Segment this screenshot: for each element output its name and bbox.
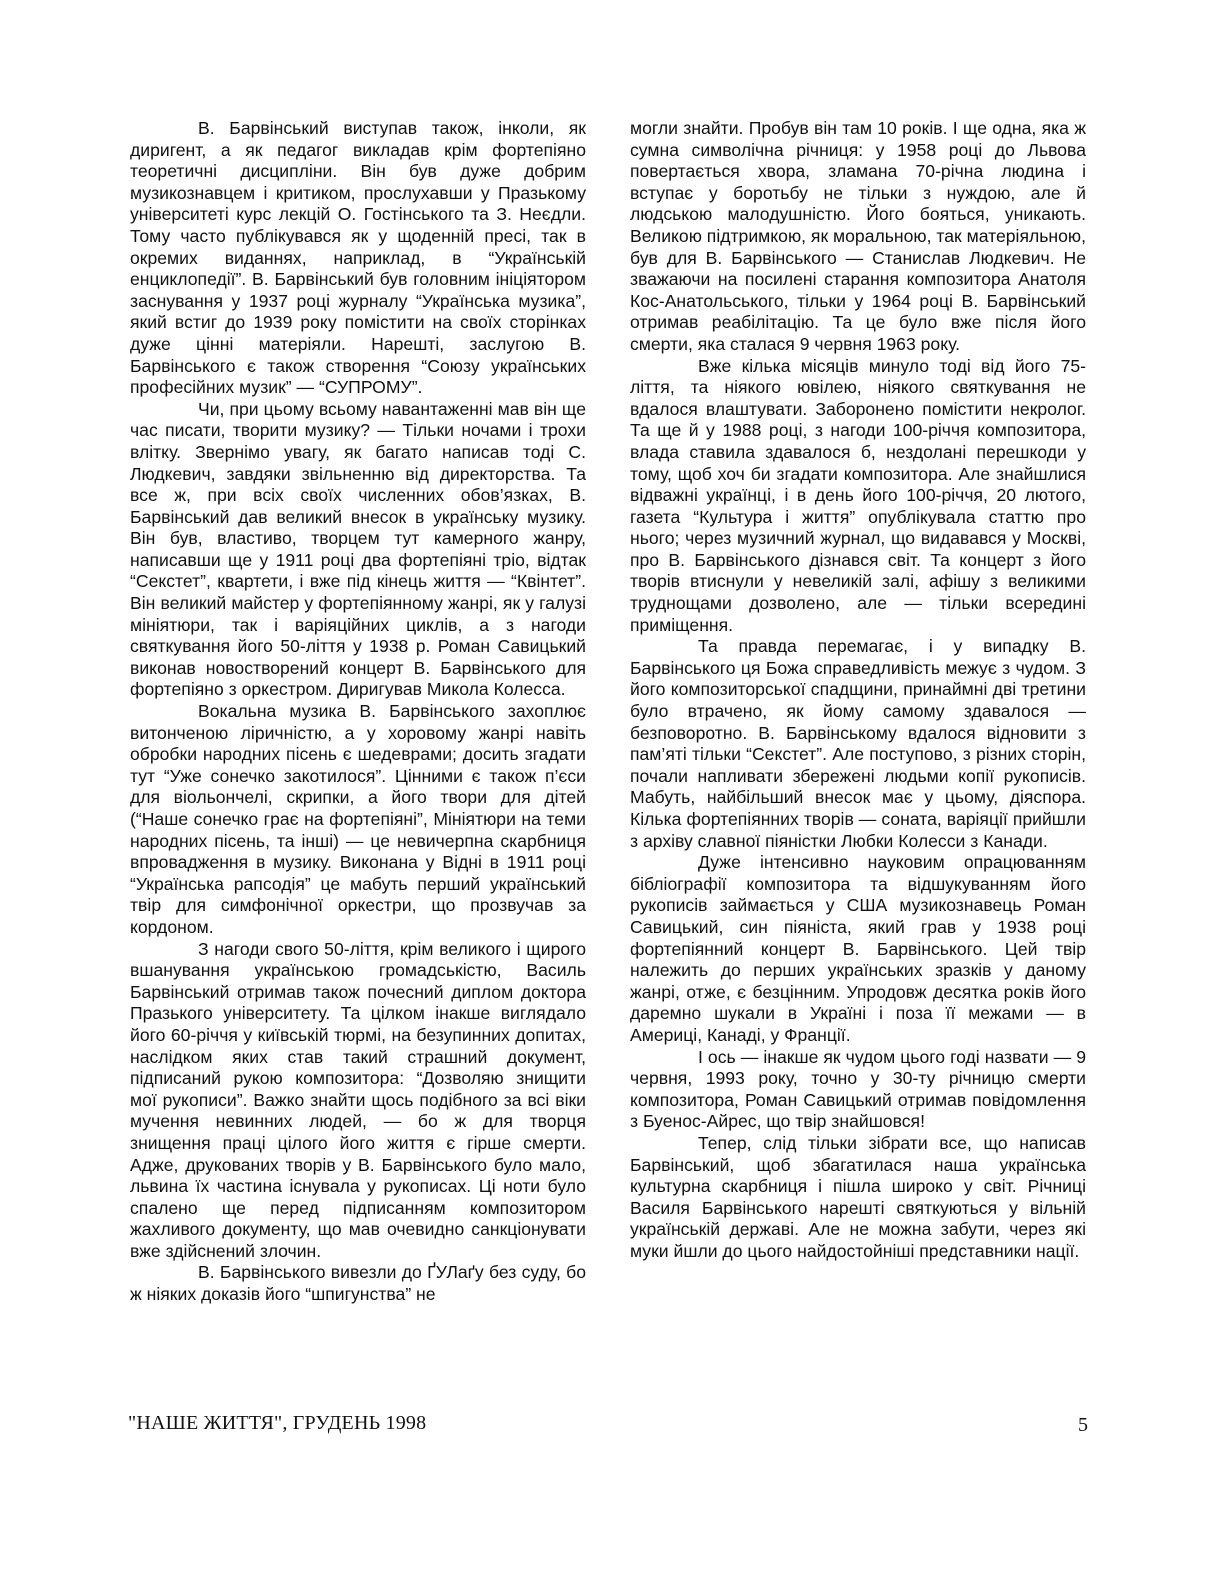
paragraph: І ось — інакше як чудом цього годі назвати — 9 червня, 1993 року, точно у 30-ту річницю смерти композитора, Роман Савицький отримав повідомлення з Буенос-Айрес, що твір знайшовся! (630, 1046, 1086, 1132)
paragraph: Тепер, слід тільки зібрати все, що написав Барвінський, щоб збагатилася наша українська культурна скарбниця і пішла широко у світ. Річниці Василя Барвінського нарешті святкуються у вільній українській державі. Але не можна забути, через які муки йшли до цього найдостойніші представники нації. (630, 1132, 1086, 1261)
paragraph: Чи, при цьому всьому навантаженні мав він ще час писати, творити музику? — Тільки ночами і трохи влітку. Звернімо увагу, як багато написав тоді С. Людкевич, завдяки звільненню від директорства. Та все ж, при всіх своїх численних обов’язках, В. Барвінський дав великий внесок в українську музику. Він був, властиво, творцем тут камерного жанру, написавши ще у 1911 році два фортепіяні тріо, відтак “Секстет”, квартети, і вже під кінець життя — “Квінтет”. Він великий майстер у фортепіянному жанрі, як у галузі мініятюри, так і варіяційних циклів, а з нагоди святкування його 50-ліття у 1938 р. Роман Савицький виконав новостворений концерт В. Барвінського для фортепіяно з оркестром. Диригував Микола Колесса. (130, 398, 586, 700)
paragraph: В. Барвінського вивезли до ҐУЛаґу без суду, бо ж ніяких доказів його “шпигунства” не (130, 1262, 586, 1305)
paragraph: Вокальна музика В. Барвінського захоплює витонченою ліричністю, а у хоровому жанрі навіть обробки народних пісень є шедеврами; досить згадати тут “Уже сонечко закотилося”. Цінними є також п’єси для віольончелі, скрипки, а його твори для дітей (“Наше сонечко грає на фортепіяні”, Мініятюри на теми народних пісень, та інші) — це невичерпна скарбниця впровадження в музику. Виконана у Відні в 1911 році “Українська рапсодія” це мабуть перший український твір для симфонічної оркестри, що прозвучав за кордоном. (130, 701, 586, 937)
paragraph: Та правда перемагає, і у випадку В. Барвінського ця Божа справедливість межує з чудом. З його композиторської спадщини, принаймні дві третини було втрачено, як йому самому здавалося — безповоротно. В. Барвінському вдалося відновити з пам’яті тільки “Секстет”. Але поступово, з різних сторін, почали напливати збережені людьми копії рукописів. Мабуть, найбільший внесок має у цьому, діяспора. Кілька фортепіянних творів — соната, варіяції прийшли з архіву славної піяністки Любки Колесси з Канади. (630, 636, 1086, 851)
paragraph: В. Барвінський виступав також, інколи, як диригент, а як педагог викладав крім фортепіяно теоретичні дисципліни. Він був дуже добрим музикознавцем і критиком, прослухавши у Празькому університеті курс лекцій О. Гостінського та З. Неєдли. Тому часто публікувався як у щоденній пресі, так в окремих виданнях, наприклад, в “Українській енциклопедії”. В. Барвінський був головним ініціятором заснування у 1937 році журналу “Українська музика”, який встиг до 1939 року помістити на своїх сторінках дуже цінні матеріяли. Нарешті, заслугою В. Барвінського є також створення “Союзу українських професійних музик” — “СУПРОМУ”. (130, 118, 586, 398)
left-column (130, 118, 586, 1306)
paragraph: Вже кілька місяців минуло тоді від його 75-ліття, та ніякого ювілею, ніякого святкування не вдалося влаштувати. Заборонено помістити некролог. Та ще й у 1988 році, з нагоди 100-річчя композитора, влада ставила здавалося б, нездолані перешкоди у тому, щоб хоч би згадати композитора. Але знайшлися відважні українці, і в день його 100-річчя, 20 лютого, газета “Культура і життя” опублікувала статтю про нього; через музичний журнал, що видавався у Москві, про В. Барвінського дізнався світ. Та концерт з його творів втиснули у невеликій залі, афішу з великими труднощами дозволено, але — тільки всередині приміщення. (630, 355, 1086, 635)
paragraph: Дуже інтенсивно науковим опрацюванням бібліографії композитора та відшукуванням його рукописів займається у США музикознавець Роман Савицький, син піяніста, який грав у 1938 році фортепіянний концерт В. Барвінського. Цей твір належить до перших українських зразків у даному жанрі, отже, є безцінним. Упродовж десятка років його даремно шукали в Україні і поза її межами — в Америці, Канаді, у Франції. (630, 852, 1086, 1045)
page-number: 5 (1078, 1414, 1088, 1436)
paragraph-continuation: могли знайти. Пробув він там 10 років. І ще одна, яка ж сумна символічна річниця: у 1958 році до Львова повертається хвора, зламана 70-річна людина і вступає у боротьбу не тільки з нуждою, але й людською малодушністю. Його бояться, уникають. Великою підтримкою, як моральною, так матеріяльною, був для В. Барвінського — Станислав Людкевич. Не зважаючи на посилені старання композитора Анатоля Кос-Анатольського, тільки у 1964 році В. Барвінський отримав реабілітацію. Та це було вже після його смерти, яка сталася 9 червня 1963 року. (630, 118, 1086, 354)
publication-footer: "НАШЕ ЖИТТЯ", ГРУДЕНЬ 1998 (128, 1412, 427, 1434)
right-column (630, 118, 1086, 1262)
paragraph: З нагоди свого 50-ліття, крім великого і щирого вшанування українською громадськістю, Василь Барвінський отримав також почесний диплом доктора Празького університету. Та цілком інакше виглядало його 60-річчя у київській тюрмі, на безупинних допитах, наслідком яких став такий страшний документ, підписаний рукою композитора: “Дозволяю знищити мої рукописи”. Важко знайти щось подібного за всі віки мучення невинних людей, — бо ж для творця знищення праці цілого його життя є гірше смерти. Адже, друкованих творів у В. Барвінського було мало, львина їх частина існувала у рукописах. Ці ноти було спалено ще перед підписанням композитором жахливого документу, що мав очевидно санкціонувати вже здійснений злочин. (130, 938, 586, 1261)
